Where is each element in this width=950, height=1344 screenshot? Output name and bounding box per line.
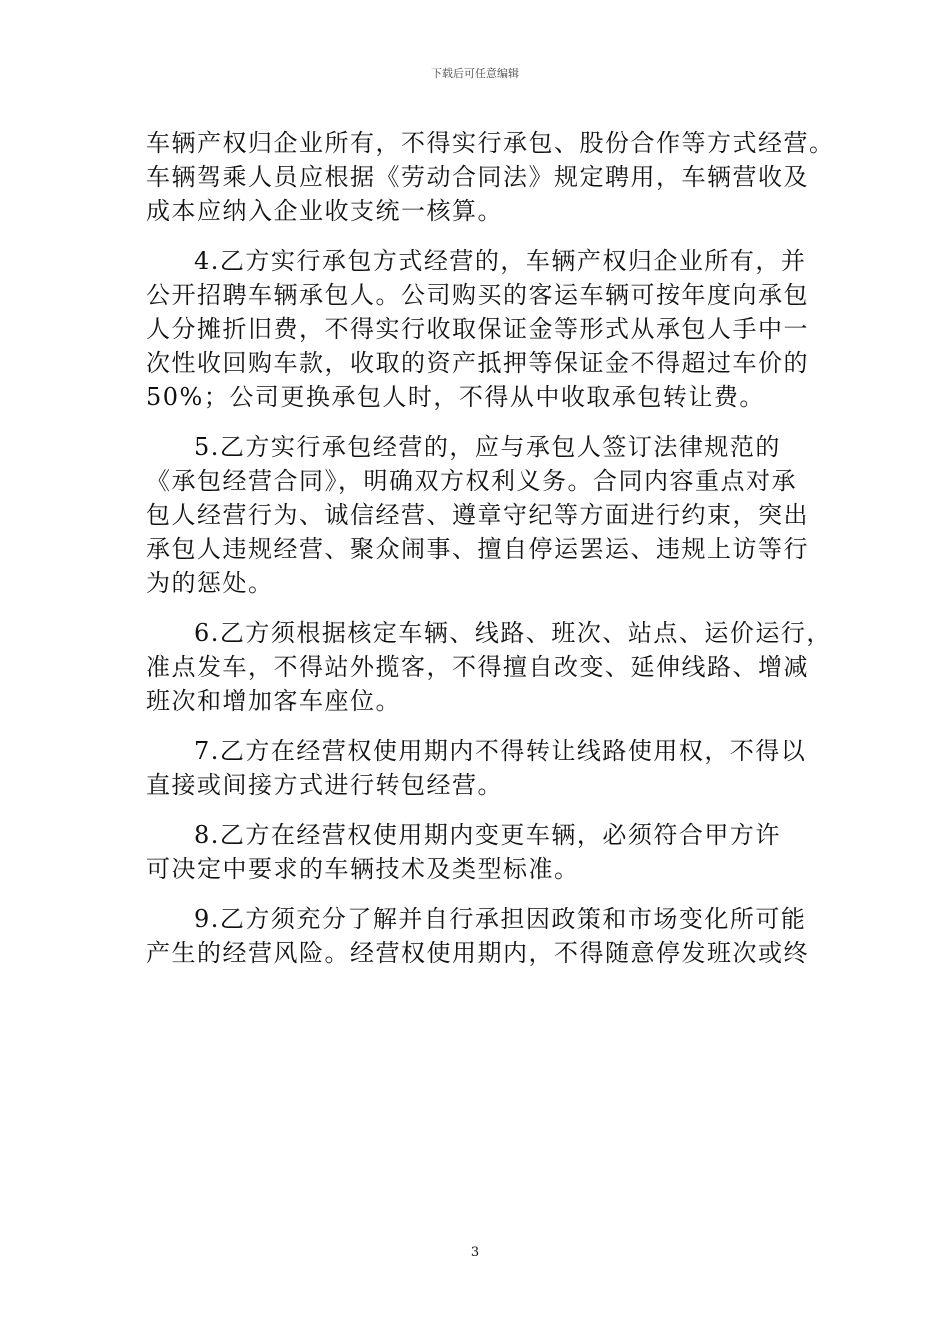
text-line: 准点发车，不得站外揽客，不得擅自改变、延伸线路、增减 [146, 653, 809, 681]
paragraph-item-7 [146, 734, 846, 802]
paragraph-item-8 [146, 818, 846, 886]
paragraph-item-9 [146, 902, 846, 970]
text-line: 成本应纳入企业收支统一核算。 [146, 197, 503, 225]
text-line: 9.乙方须充分了解并自行承担因政策和市场变化所可能 [194, 905, 807, 933]
page-header-note: 下载后可任意编辑 [431, 67, 519, 80]
text-line: 5.乙方实行承包经营的，应与承包人签订法律规范的 [194, 433, 781, 461]
text-line: 直接或间接方式进行转包经营。 [146, 771, 503, 799]
text-line: 为的惩处。 [146, 569, 274, 597]
document-body [146, 126, 846, 970]
text-line: 4.乙方实行承包方式经营的，车辆产权归企业所有，并 [194, 247, 807, 275]
text-line: 可决定中要求的车辆技术及类型标准。 [146, 855, 580, 883]
paragraph-item-4 [146, 244, 846, 414]
paragraph-continuation [146, 126, 846, 228]
text-line: 车辆产权归企业所有，不得实行承包、股份合作等方式经营。 [146, 129, 835, 157]
page-number: 3 [470, 1245, 480, 1260]
text-line: 班次和增加客车座位。 [146, 687, 401, 715]
text-line: 包人经营行为、诚信经营、遵章守纪等方面进行约束，突出 [146, 501, 809, 529]
text-line: 车辆驾乘人员应根据《劳动合同法》规定聘用，车辆营收及 [146, 163, 809, 191]
text-line: 承包人违规经营、聚众闹事、擅自停运罢运、违规上访等行 [146, 535, 809, 563]
text-line: 产生的经营风险。经营权使用期内，不得随意停发班次或终 [146, 939, 809, 967]
text-line: 次性收回购车款，收取的资产抵押等保证金不得超过车价的 [146, 349, 809, 377]
text-line: 6.乙方须根据核定车辆、线路、班次、站点、运价运行， [194, 619, 832, 647]
text-line: 50%；公司更换承包人时，不得从中收取承包转让费。 [146, 383, 765, 411]
text-line: 人分摊折旧费，不得实行收取保证金等形式从承包人手中一 [146, 315, 809, 343]
text-line: 7.乙方在经营权使用期内不得转让线路使用权，不得以 [194, 737, 807, 765]
paragraph-item-6 [146, 616, 846, 718]
paragraph-item-5 [146, 430, 846, 600]
text-line: 8.乙方在经营权使用期内变更车辆，必须符合甲方许 [194, 821, 781, 849]
text-line: 《承包经营合同》，明确双方权利义务。合同内容重点对承 [146, 467, 797, 495]
text-line: 公开招聘车辆承包人。公司购买的客运车辆可按年度向承包 [146, 281, 809, 309]
